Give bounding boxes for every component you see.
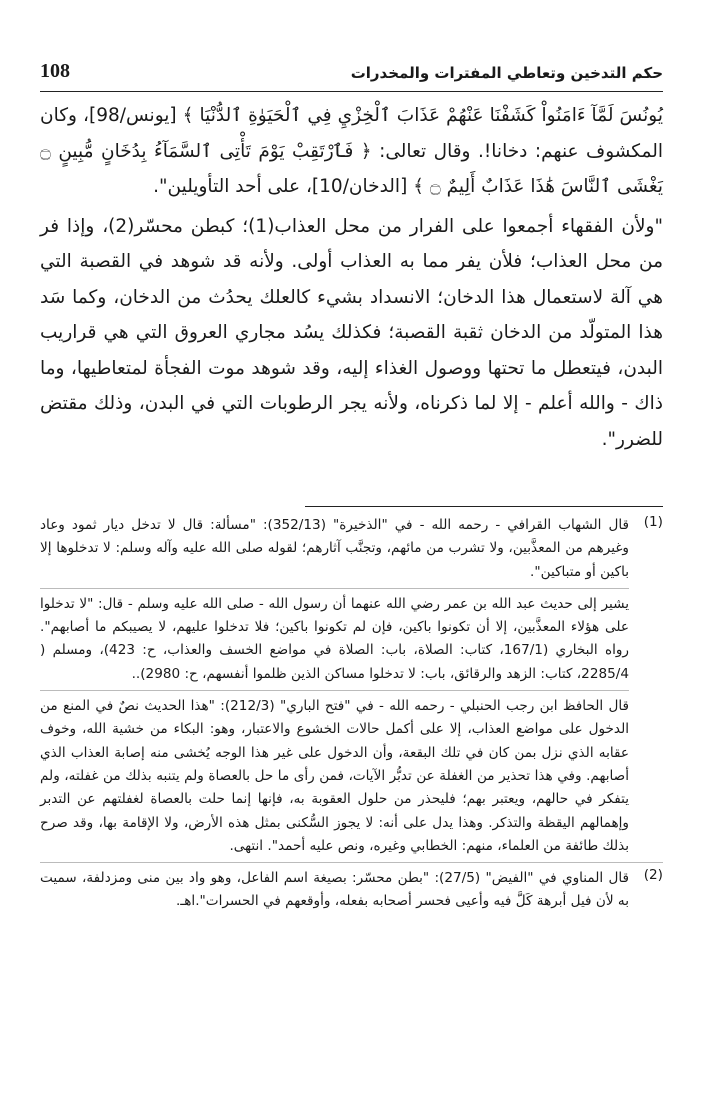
footnote-1 [40, 514, 663, 858]
main-text [40, 98, 663, 457]
footnote-2 [40, 867, 663, 914]
footnote-number: (1) [643, 514, 663, 530]
header-rule [40, 91, 663, 92]
running-header [40, 60, 663, 90]
footnote-text: قال الشهاب القرافي - رحمه الله - في "الذخيرة" (352/13): "مسألة: قال لا تدخل ديار ثمود وعاد وغيرهم من المعذَّبين، ولا تشرب من مائهم، وتجنَّب آثارهم؛ لقوله صلى الله عليه وآله وسلم: لا تدخلوها إلا باكين أو متباكين". [40, 517, 629, 580]
footnote-divider [40, 588, 629, 589]
paragraph-jurists: "ولأن الفقهاء أجمعوا على الفرار من محل العذاب(1)؛ كبطن محسّر(2)، وإذا فر من محل العذاب؛ فلأن يفر مما به العذاب أولى. ولأنه قد شوهد في القصبة التي هي آلة لاستعمال هذا الدخان؛ الانسداد بشيء كالعلك يحدُث من الدخان، وكما سَد هذا المتولّد من الدخان ثقبة القصبة؛ فكذلك يسُد مجاري العروق التي هي قراريب البدن، فيتعطل ما تحتها ووصول الغذاء إليه، وقد شوهد موت الفجأة لمتعاطيها، وما ذاك - والله أعلم - إلا لما ذكرناه، ولأنه يجر الرطوبات التي في البدن، وذلك مقتض للضرر". [40, 215, 663, 450]
footnote-text: يشير إلى حديث عبد الله بن عمر رضي الله عنهما أن رسول الله - صلى الله عليه وسلم - قال: "لا تدخلوا على هؤلاء المعذَّبين، إلا أن تكونوا باكين، فإن لم تكونوا باكين؛ فلا تدخلوا عليهم، لا يصيبكم ما أصابهم". رواه البخاري (167/1، كتاب: الصلاة، باب: الصلاة في مواضع الخسف والعذاب، ح: 423)، ومسلم ( 2285/4، كتاب: الزهد والرقائق، باب: لا تدخلوا مساكن الذين ظلموا أنفسهم، ح: 2980).. [40, 595, 629, 682]
footnote-text: قال الحافظ ابن رجب الحنبلي - رحمه الله - في "فتح الباري" (212/3): "هذا الحديث نصٌ في المنع من الدخول على مواضع العذاب، إلا على أكمل حالات الخشوع والاعتبار، وهو: البكاء من خشية الله، وخوف عقابه الذي نزل بمن كان في تلك البقعة، وأن الدخول على غير هذا الوجه يُخشى منه إصابة العذاب الذي أصابهم. وفي هذا تحذير من الغفلة عن تدبُّر الآيات، فمن رأى ما حل بالعصاة ولم يتنبه بذلك من غفلته، ولم يتفكر في حالهم، ويعتبر بهم؛ فليحذر من حلول العقوبة به، فإنها إنما حلت بالعصاة لغفلتهم عن التدبر وإهمالهم اليقظة والتذكر. وهذا يدل على أنه: لا يجوز السُّكنى بمثل هذه الأرض، ولا الإقامة بها، وقد صرح بذلك طائفة من العلماء، منهم: الخطابي وغيره، ونص عليه أحمد". انتهى. [40, 698, 629, 854]
page-number: 108 [40, 60, 70, 82]
running-title: حكم التدخين وتعاطي المفترات والمخدرات [350, 64, 663, 82]
footnote-divider [40, 690, 629, 691]
footnote-separator [305, 506, 663, 507]
footnote-body [40, 514, 663, 858]
footnote-body [40, 867, 663, 914]
footnote-number: (2) [643, 867, 663, 884]
footnote-divider [40, 862, 663, 863]
footnotes [40, 514, 663, 914]
paragraph-quran-quote: يُونُسَ لَمَّآ ءَامَنُواْ كَشَفْنَا عَنْهُمْ عَذَابَ ٱلْخِزْيِ فِي ٱلْحَيَوٰةِ ٱلدُّنْيَا ﴾ [يونس/98]، وكان المكشوف عنهم: دخانا!. وقال تعالى: ﴿ فَٱرْتَقِبْ يَوْمَ تَأْتِى ٱلسَّمَآءُ بِدُخَانٍ مُّبِينٍ ۝ يَغْشَى ٱلنَّاسَ هَٰذَا عَذَابٌ أَلِيمٌ ۝ ﴾ [الدخان/10]، على أحد التأويلين". [40, 105, 663, 197]
footnote-text: قال المناوي في "الفيض" (27/5): "بطن محسّر: بصيغة اسم الفاعل، وهو واد بين منى ومزدلفة، سميت به لأن فيل أبرهة كَلَّ فيه وأعيى فحسر أصحابه بفعله، وأوقعهم في الحسرات".اهـ. [40, 870, 629, 910]
